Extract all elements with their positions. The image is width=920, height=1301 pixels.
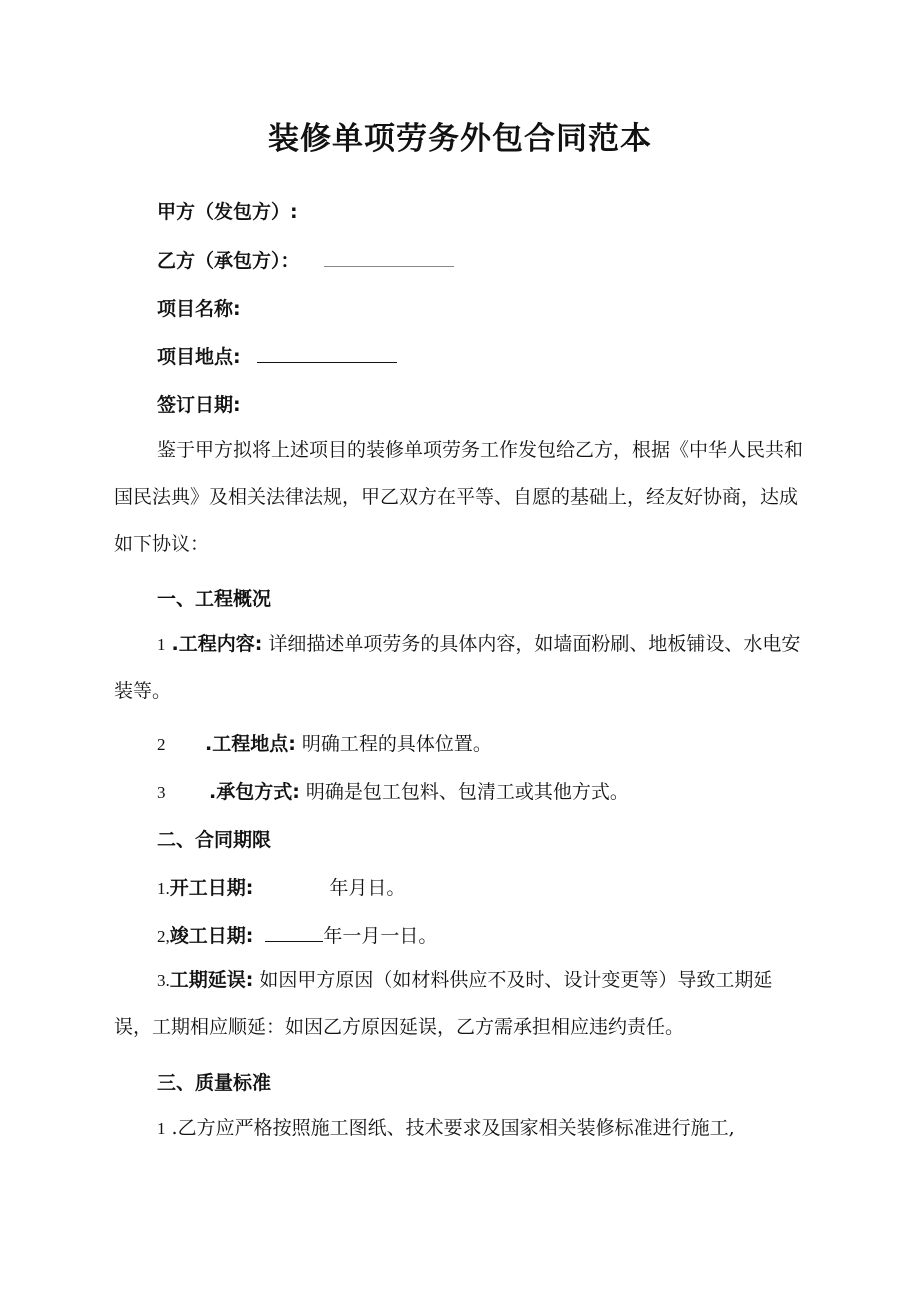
party-a-field	[157, 197, 298, 224]
section1-item3-text: 明确是包工包料、包清工或其他方式。	[305, 781, 629, 803]
section2-item2-label: 竣工日期:	[169, 925, 254, 947]
section1-item2-num: 2	[157, 735, 166, 754]
section2-item2-blank	[265, 923, 323, 942]
section1-item1-label: .工程内容:	[171, 633, 263, 655]
project-name-field	[157, 294, 241, 321]
party-b-field	[157, 246, 454, 273]
section2-item1-label: 开工日期:	[169, 877, 254, 899]
party-b-label: 乙方（承包方）：	[157, 250, 300, 272]
project-location-field	[157, 342, 397, 369]
section3-heading: 三、质量标准	[157, 1072, 272, 1094]
section2-item3-num: 3.	[157, 971, 170, 990]
section2-heading: 二、合同期限	[157, 829, 272, 851]
section3-item1-text: .乙方应严格按照施工图纸、技术要求及国家相关装修标准进行施工,	[171, 1117, 735, 1139]
document-title: 装修单项劳务外包合同范本	[268, 121, 652, 157]
section1-heading: 一、工程概况	[157, 588, 272, 610]
section1-item3-label: .承包方式:	[209, 781, 300, 803]
section2-item2-text: 年一月一日。	[323, 925, 438, 947]
section1-item2	[157, 729, 492, 756]
party-a-label: 甲方（发包方）:	[157, 201, 298, 223]
section1-item3-num: 3	[157, 783, 166, 802]
sign-date-label: 签订日期:	[157, 394, 241, 416]
section3-item1	[114, 1105, 804, 1152]
section1-item3	[157, 777, 629, 804]
section1-item1	[114, 621, 804, 715]
section2-item3	[114, 957, 804, 1051]
section2-item1-text: 年月日。	[329, 877, 406, 899]
sign-date-field	[157, 390, 241, 417]
section1-item1-num: 1	[157, 635, 166, 654]
section1-item2-label: .工程地点:	[205, 733, 296, 755]
project-name-label: 项目名称:	[157, 298, 241, 320]
project-location-label: 项目地点:	[157, 346, 241, 368]
project-location-blank	[257, 344, 397, 363]
section1-item1-text: 详细描述单项劳务的具体内容，如墙面粉刷、地板铺设、水电安装等。	[114, 633, 801, 702]
section2-item1-num: 1.	[157, 879, 170, 898]
section2-item3-text: 如因甲方原因（如材料供应不及时、设计变更等）导致工期延误，工期相应顺延：如因乙方原因延误，乙方需承担相应违约责任。	[114, 969, 773, 1038]
section2-item2-num: 2,	[157, 927, 170, 946]
section2-item3-label: 工期延误:	[169, 969, 254, 991]
section2-item1	[157, 873, 405, 900]
party-b-blank	[324, 248, 454, 267]
section2-item2	[157, 921, 437, 948]
section1-item2-text: 明确工程的具体位置。	[301, 733, 492, 755]
section3-item1-num: 1	[157, 1119, 166, 1138]
preamble-paragraph: 鉴于甲方拟将上述项目的装修单项劳务工作发包给乙方，根据《中华人民共和国民法典》及相关法律法规，甲乙双方在平等、自愿的基础上，经友好协商，达成如下协议：	[114, 439, 804, 555]
